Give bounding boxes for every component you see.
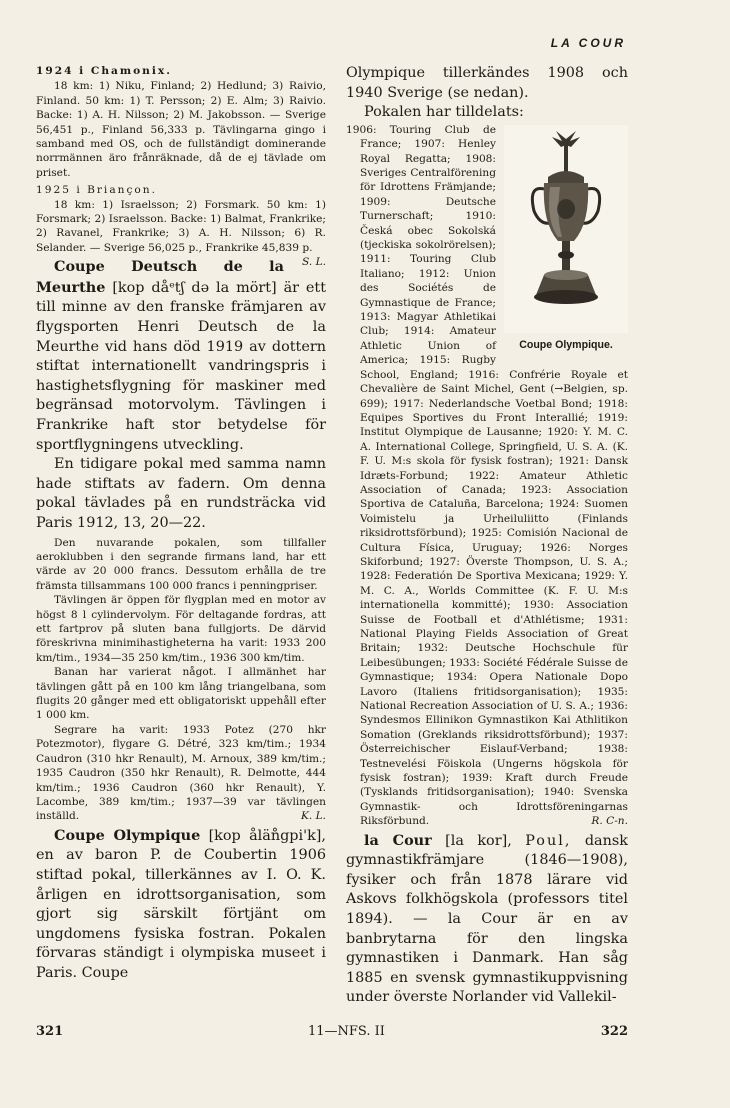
page-number-left: 321 <box>36 1024 64 1039</box>
olympique-continuation: Olympique tillerkändes 1908 och 1940 Sverige (se nedan). <box>346 65 628 101</box>
briancon-results <box>36 198 326 269</box>
briancon-signature: S. L. <box>301 256 326 269</box>
lacour-text: dansk gymnastikfrämjare (1846—1908), fysiker och från 1878 lärare vid Askovs folkhögskola (professors titel 1894). — la Cour är en av banbrytarna för den lingska gymnastiken i Danmark. Han såg 1885 en svensk gymnastikuppvisning under överste Norlander vid Vallekil- <box>346 832 628 1006</box>
deutsch-paragraph-3: Den nuvarande pokalen, som tillfaller aeroklubben i den segrande firmans land, har ett värde av 20 000 francs. Dessutom erhålla de tre främsta tillsammans 100 000 francs i penningpriser. <box>36 536 326 592</box>
deutsch-text: [kop dåᵉtʃ də la mört] är ett till minne av den franske främjaren av flygsporten Henri Deutsch de la Meurthe vid hans död 1919 av dottern stiftat internationellt vandringspris i hastighetsflygning för maskiner med begränsad motorvolym. Tävlingen i Frankrike haft stor betydelse för sportflygningens utveckling. <box>36 279 327 453</box>
recipients-signature: R. C-n. <box>591 815 628 828</box>
chamonix-heading: 1924 i Chamonix. <box>36 65 172 77</box>
deutsch-entry <box>36 257 326 455</box>
deutsch-paragraph-5: Banan har varierat något. I allmänhet har tävlingen gått på en 100 km lång triangelbana, som flugits 20 gånger med ett obligatoriskt uppehåll efter 1 000 km. <box>36 666 326 722</box>
deutsch-paragraph-6 <box>36 723 326 824</box>
lacour-name: Poul, <box>525 832 572 849</box>
deutsch-winners: Segrare ha varit: 1933 Potez (270 hkr Potezmotor), flygare G. Détré, 323 km/tim.; 1934 Caudron (310 hkr Renault), M. Arnoux, 389 km/tim.; 1935 Caudron (350 hkr Renault), R. Delmotte, 444 km/tim.; 1936 Caudron (360 hkr Renault), Y. Lacombe, 389 km/tim.; 1937—39 var tävlingen inställd. <box>36 723 326 823</box>
briancon-text: 18 km: 1) Israelsson; 2) Forsmark. 50 km: 1) Forsmark; 2) Israelsson. Backe: 1) Balmat, Frankrike; 2) Ravanel, Frankrike; 3) A. H. Nilsson; 6) R. Selander. — Sverige 56,025 p., Frankrike 45,839 p. <box>36 198 326 254</box>
lacour-title: la Cour <box>364 831 432 849</box>
olympique-entry <box>36 826 326 984</box>
page-number-right: 322 <box>600 1024 628 1039</box>
olympique-text: [kop ålän̊gpi'k], en av baron P. de Coubertin 1906 stiftad pokal, tillerkännes av I. O. K. årligen en idrottsorganisation, som gjort sig särskilt förtjänt om ungdomens fysiska fostran. Pokalen förvaras ständigt i olympiska museet i Paris. Coupe <box>36 827 326 981</box>
signature-mark: 11—NFS. II <box>308 1024 385 1039</box>
briancon-heading: 1925 i Briançon. <box>36 184 157 197</box>
trophy-caption: Coupe Olympique. <box>519 338 613 351</box>
chamonix-results: 18 km: 1) Niku, Finland; 2) Hedlund; 3) Raivio, Finland. 50 km: 1) T. Persson; 2) E. Alm; 3) Raivio. Backe: 1) A. H. Nilsson; 2) M. Jakobsson. — Sverige 56,451 p., Finland 56,333 p. Tävlingarna gingo i samband med OS, och de fullständigt dominerande norrmännen äro frånräknade, då de ej tävlade om priset. <box>36 80 326 179</box>
trophy-figure <box>504 125 628 357</box>
deutsch-signature: K. L. <box>300 810 326 823</box>
deutsch-paragraph-2: En tidigare pokal med samma namn hade stiftats av fadern. Om denna pokal tävlades på en rundsträcka vid Paris 1912, 13, 20—22. <box>36 456 326 531</box>
lacour-pronunciation: [la kor], <box>445 832 512 849</box>
left-column <box>36 64 326 983</box>
lacour-entry <box>346 831 628 1008</box>
right-column <box>346 64 628 1008</box>
olympique-title: Coupe Olympique <box>54 826 201 844</box>
trophy-image <box>504 125 628 333</box>
deutsch-paragraph-4: Tävlingen är öppen för flygplan med en motor av högst 8 l cylindervolym. För deltagande fordras, att ett fartprov på sluten bana fullgjorts. De därvid föreskrivna minimihastigheterna ha varit: 1933 200 km/tim., 1934—35 250 km/tim., 1936 300 km/tim. <box>36 594 326 664</box>
deutsch-title: Coupe Deutsch de la Meurthe <box>36 258 284 296</box>
running-head: LA COUR <box>550 36 626 50</box>
recipients-text: 1906: Touring Club de France; 1907: Henley Royal Regatta; 1908: Sveriges Centralförening för Idrottens Främjande; 1909: Deutsche Turnerschaft; 1910: Česká obec Sokolská (tjeckiska sokolrörelsen); 1911: Touring Club Italiano; 1912: Union des Sociétés de Gymnastique de France; 1913: Magyar Athletikai Club; 1914: Amateur Athletic Union of America; 1915: Rugby School, England; 1916: Confrérie Royale et Chevalière de Saint Michel, Gent (→Belgien, sp. 699); 1917: Nederlandsche Voetbal Bond; 1918: Equipes Sportives du Front Interallié; 1919: Institut Olympique de Lausanne; 1920: Y. M. C. A. International College, Springfield, U. S. A. (K. F. U. M:s skola för fysisk fostran); 1921: Dansk Idræts-Forbund; 1922: Amateur Athletic Association of Canada; 1923: Association Sportiva de Cataluña, Barcelona; 1924: Suomen Voimistelu ja Urheiluliitto (Finlands riksidrottsförbund); 1925: Comisión Nacional de Cultura Física, Uruguay; 1926: Norges Skiforbund; 1927: Överste Thompson, U. S. A.; 1928: Federatión De Sportiva Mexicana; 1929: Y. M. C. A., Worlds Committee (K. F. U. M:s internationella kommitté); 1930: Association Suisse de Football et d'Athlétisme; 1931: National Playing Fields Association of Great Britain; 1932: Deutsche Hochschule für Leibesübungen; 1933: Société Fédérale Suisse de Gymnastique; 1934: Opera Nationale Dopo Lavoro (Italiens fritidsorganisation); 1935: National Recreation Association of U. S. A.; 1936: Syndesmos Ellinikon Gymnastikon Kai Athlitikon Somation (Greklands riksidrottsförbund); 1937: Österreichischer Eislauf-Verband; 1938: Testnevelési Föiskola (Ungerns högskola för fysisk fostran); 1939: Kraft durch Freude (Tysklands fritidsorganisation); 1940: Svenska Gymnastik- och Idrottsföreningarnas Riksförbund. <box>346 123 628 828</box>
pokalen-heading: Pokalen har tilldelats: <box>364 104 524 121</box>
